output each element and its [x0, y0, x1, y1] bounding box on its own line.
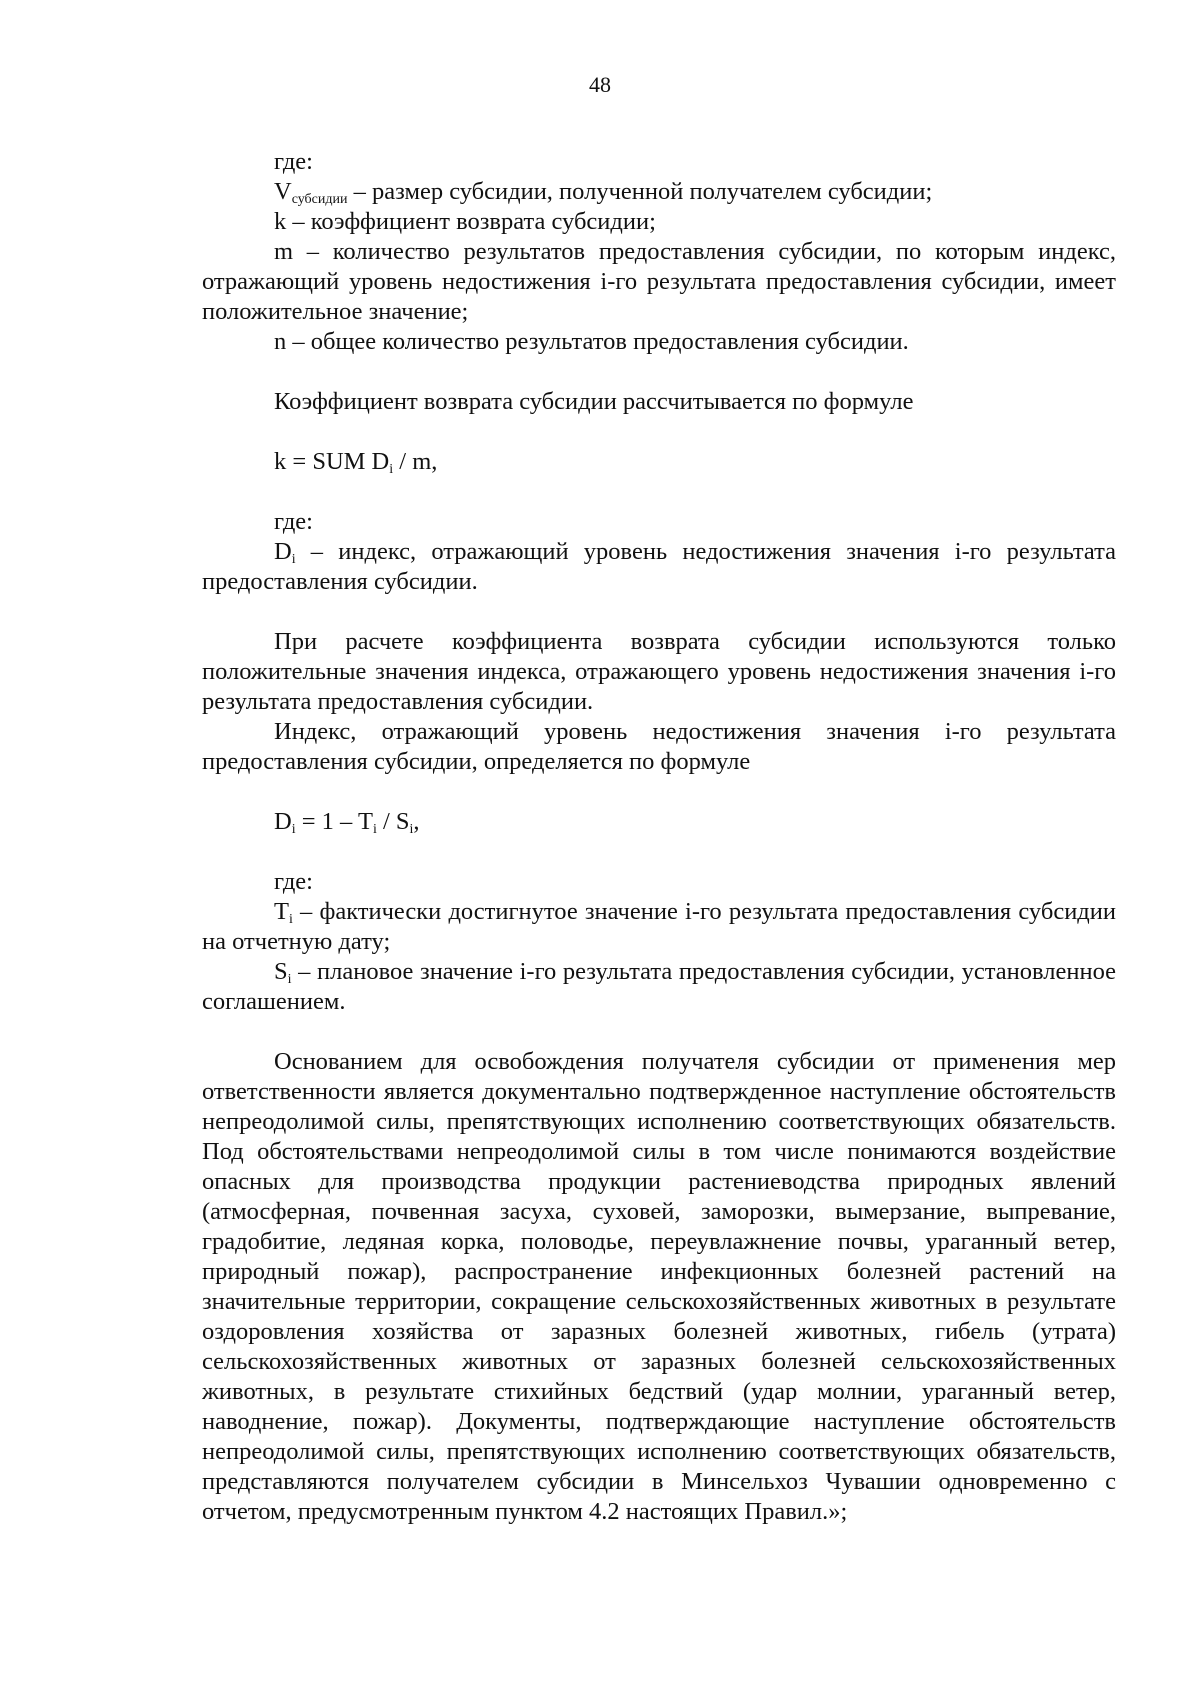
definition-k: k – коэффициент возврата субсидии;: [274, 208, 656, 235]
formula-intro-k: Коэффициент возврата субсидии рассчитывается по формуле: [274, 388, 914, 415]
paragraph-positive-values: При расчете коэффициента возврата субсидии используются только положительные значения индекса, отражающего уровень недостижения значения i-го результата предоставления субсидии.: [202, 628, 1116, 715]
symbol-v: V: [274, 178, 292, 205]
page-number: 48: [589, 72, 611, 97]
definition-n: n – общее количество результатов предоставления субсидии.: [274, 328, 909, 355]
spacer: [202, 357, 1116, 387]
spacer: [202, 477, 1116, 507]
formula-d: $D_i = 1 - T_i / S_i$,: [274, 808, 420, 837]
definition-v: [202, 177, 1116, 207]
document-body: [202, 147, 1116, 1527]
where-label: где:: [274, 508, 313, 535]
definition-t: $T_i$ – фактически достигнутое значение i-го результата предоставления субсидии на отчетную дату;: [202, 898, 1116, 955]
formula-k: k = SUM $D_i$ / m,: [274, 448, 438, 477]
definition-s: $S_i$ – плановое значение i-го результата предоставления субсидии, установленное соглашением.: [202, 958, 1116, 1015]
where-label: где:: [274, 868, 313, 895]
spacer: [202, 1017, 1116, 1047]
definition-v-text: – размер субсидии, полученной получателем субсидии;: [347, 178, 933, 205]
paragraph-force-majeure: Основанием для освобождения получателя субсидии от применения мер ответственности является документально подтвержденное наступление обстоятельств непреодолимой силы, препятствующих исполнению соответствующих обязательств. Под обстоятельствами непреодолимой силы в том числе понимаются воздействие опасных для производства продукции растениеводства природных явлений (атмосферная, почвенная засуха, суховей, заморозки, вымерзание, выпревание, градобитие, ледяная корка, половодье, переувлажнение почвы, ураганный ветер, природный пожар), распространение инфекционных болезней растений на значительные территории, сокращение сельскохозяйственных животных в результате оздоровления хозяйства от заразных болезней животных, гибель (утрата) сельскохозяйственных животных от заразных болезней сельскохозяйственных животных, в результате стихийных бедствий (удар молнии, ураганный ветер, наводнение, пожар). Документы, подтверждающие наступление обстоятельств непреодолимой силы, препятствующих исполнению соответствующих обязательств, представляются получателем субсидии в Минсельхоз Чувашии одновременно с отчетом, предусмотренным пунктом 4.2 настоящих Правил.»;: [202, 1048, 1116, 1525]
spacer: [202, 837, 1116, 867]
spacer: [202, 417, 1116, 447]
definition-d: $D_i$ – индекс, отражающий уровень недостижения значения i-го результата предоставления субсидии.: [202, 538, 1116, 595]
where-label: где:: [274, 148, 313, 175]
paragraph-index-formula-intro: Индекс, отражающий уровень недостижения значения i-го результата предоставления субсидии, определяется по формуле: [202, 718, 1116, 775]
symbol-v-subscript: субсидии: [291, 192, 348, 207]
spacer: [202, 777, 1116, 807]
spacer: [202, 597, 1116, 627]
definition-m: m – количество результатов предоставления субсидии, по которым индекс, отражающий уровень недостижения i-го результата предоставления субсидии, имеет положительное значение;: [202, 238, 1116, 325]
